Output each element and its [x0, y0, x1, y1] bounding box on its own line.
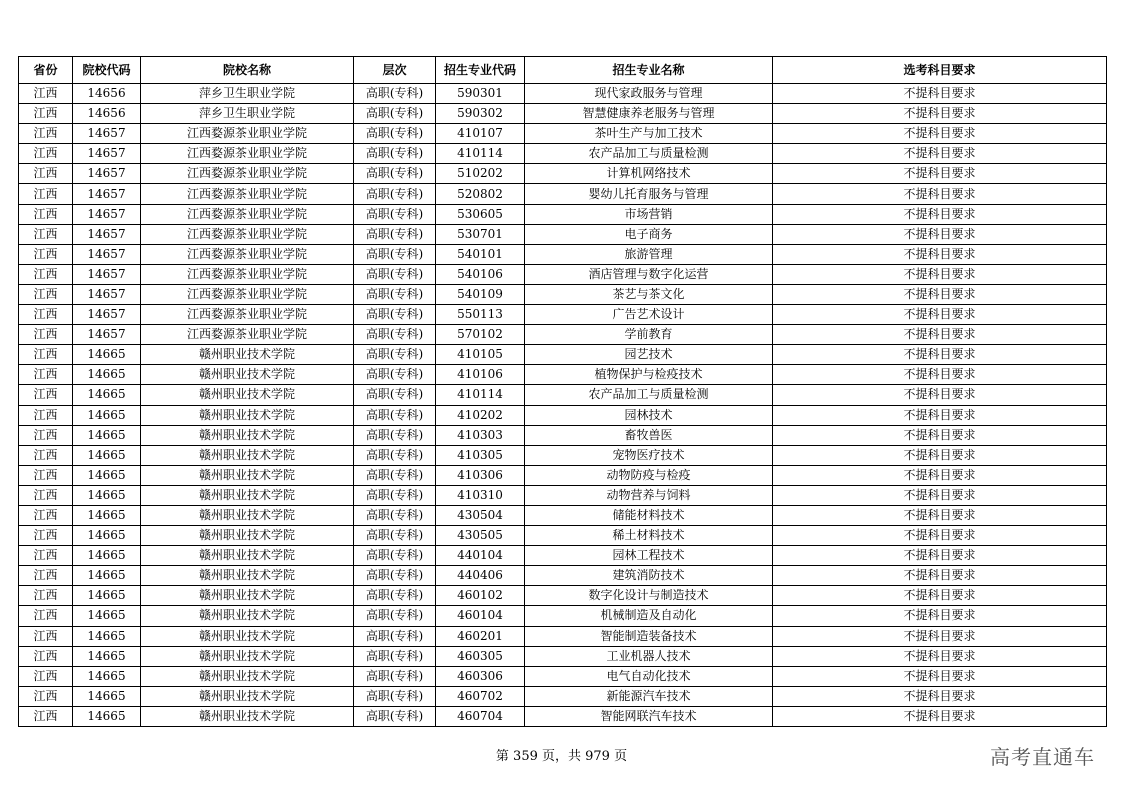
cell-province: 江西: [19, 586, 73, 606]
cell-school-name: 赣州职业技术学院: [141, 485, 354, 505]
cell-level: 高职(专科): [354, 566, 436, 586]
cell-major-name: 现代家政服务与管理: [525, 84, 773, 104]
cell-major-code: 460305: [436, 646, 525, 666]
cell-level: 高职(专科): [354, 425, 436, 445]
table-row: [19, 305, 1107, 325]
page-number: 第 359 页，共 979 页: [495, 749, 628, 764]
table-row: [19, 465, 1107, 485]
cell-subject-requirement: 不提科目要求: [773, 586, 1107, 606]
cell-school-name: 赣州职业技术学院: [141, 465, 354, 485]
cell-school-code: 14665: [73, 365, 141, 385]
cell-school-name: 赣州职业技术学院: [141, 606, 354, 626]
cell-level: 高职(专科): [354, 445, 436, 465]
cell-school-name: 江西婺源茶业职业学院: [141, 284, 354, 304]
cell-level: 高职(专科): [354, 224, 436, 244]
cell-province: 江西: [19, 244, 73, 264]
cell-major-code: 520802: [436, 184, 525, 204]
cell-school-code: 14665: [73, 385, 141, 405]
cell-school-code: 14665: [73, 485, 141, 505]
cell-province: 江西: [19, 405, 73, 425]
cell-school-code: 14657: [73, 305, 141, 325]
cell-subject-requirement: 不提科目要求: [773, 505, 1107, 525]
cell-major-code: 590301: [436, 84, 525, 104]
cell-major-name: 电气自动化技术: [525, 666, 773, 686]
cell-subject-requirement: 不提科目要求: [773, 706, 1107, 726]
cell-level: 高职(专科): [354, 305, 436, 325]
cell-major-code: 590302: [436, 104, 525, 124]
cell-subject-requirement: 不提科目要求: [773, 204, 1107, 224]
cell-major-name: 动物营养与饲料: [525, 485, 773, 505]
cell-major-code: 410305: [436, 445, 525, 465]
cell-school-name: 赣州职业技术学院: [141, 706, 354, 726]
cell-province: 江西: [19, 526, 73, 546]
cell-school-name: 江西婺源茶业职业学院: [141, 305, 354, 325]
cell-level: 高职(专科): [354, 124, 436, 144]
cell-school-code: 14665: [73, 586, 141, 606]
header-major-name: 招生专业名称: [525, 57, 773, 84]
cell-school-name: 赣州职业技术学院: [141, 505, 354, 525]
cell-major-name: 智慧健康养老服务与管理: [525, 104, 773, 124]
cell-subject-requirement: 不提科目要求: [773, 124, 1107, 144]
cell-subject-requirement: 不提科目要求: [773, 164, 1107, 184]
table-row: [19, 686, 1107, 706]
cell-major-code: 440104: [436, 546, 525, 566]
cell-level: 高职(专科): [354, 646, 436, 666]
cell-level: 高职(专科): [354, 284, 436, 304]
cell-major-code: 460104: [436, 606, 525, 626]
cell-school-code: 14665: [73, 405, 141, 425]
admission-table: [18, 56, 1107, 727]
table-row: [19, 405, 1107, 425]
cell-province: 江西: [19, 305, 73, 325]
cell-school-name: 江西婺源茶业职业学院: [141, 224, 354, 244]
cell-school-name: 赣州职业技术学院: [141, 425, 354, 445]
cell-school-code: 14656: [73, 104, 141, 124]
cell-subject-requirement: 不提科目要求: [773, 305, 1107, 325]
cell-province: 江西: [19, 144, 73, 164]
cell-school-code: 14657: [73, 204, 141, 224]
cell-school-code: 14657: [73, 264, 141, 284]
cell-school-code: 14656: [73, 84, 141, 104]
cell-level: 高职(专科): [354, 184, 436, 204]
cell-school-name: 江西婺源茶业职业学院: [141, 124, 354, 144]
cell-level: 高职(专科): [354, 365, 436, 385]
cell-school-code: 14665: [73, 686, 141, 706]
cell-major-code: 540101: [436, 244, 525, 264]
cell-school-code: 14665: [73, 546, 141, 566]
cell-major-code: 540106: [436, 264, 525, 284]
table-row: [19, 566, 1107, 586]
cell-subject-requirement: 不提科目要求: [773, 485, 1107, 505]
cell-level: 高职(专科): [354, 505, 436, 525]
table-row: [19, 485, 1107, 505]
cell-school-name: 赣州职业技术学院: [141, 365, 354, 385]
cell-level: 高职(专科): [354, 586, 436, 606]
cell-major-code: 430505: [436, 526, 525, 546]
cell-major-name: 稀土材料技术: [525, 526, 773, 546]
cell-level: 高职(专科): [354, 626, 436, 646]
cell-province: 江西: [19, 465, 73, 485]
cell-school-name: 赣州职业技术学院: [141, 666, 354, 686]
table-row: [19, 284, 1107, 304]
cell-level: 高职(专科): [354, 546, 436, 566]
cell-major-code: 460201: [436, 626, 525, 646]
cell-level: 高职(专科): [354, 164, 436, 184]
cell-subject-requirement: 不提科目要求: [773, 104, 1107, 124]
cell-province: 江西: [19, 204, 73, 224]
cell-subject-requirement: 不提科目要求: [773, 526, 1107, 546]
cell-major-name: 工业机器人技术: [525, 646, 773, 666]
watermark-logo: 高考直通车: [990, 745, 1095, 769]
cell-level: 高职(专科): [354, 345, 436, 365]
cell-school-code: 14665: [73, 345, 141, 365]
cell-major-name: 农产品加工与质量检测: [525, 385, 773, 405]
cell-province: 江西: [19, 606, 73, 626]
cell-major-code: 550113: [436, 305, 525, 325]
cell-subject-requirement: 不提科目要求: [773, 264, 1107, 284]
cell-major-name: 智能网联汽车技术: [525, 706, 773, 726]
cell-province: 江西: [19, 124, 73, 144]
cell-subject-requirement: 不提科目要求: [773, 325, 1107, 345]
cell-province: 江西: [19, 184, 73, 204]
cell-province: 江西: [19, 84, 73, 104]
table-row: [19, 365, 1107, 385]
cell-level: 高职(专科): [354, 686, 436, 706]
cell-school-code: 14657: [73, 124, 141, 144]
cell-subject-requirement: 不提科目要求: [773, 626, 1107, 646]
cell-subject-requirement: 不提科目要求: [773, 646, 1107, 666]
cell-school-name: 江西婺源茶业职业学院: [141, 184, 354, 204]
cell-major-code: 540109: [436, 284, 525, 304]
cell-school-code: 14657: [73, 325, 141, 345]
cell-level: 高职(专科): [354, 606, 436, 626]
table-row: [19, 706, 1107, 726]
cell-level: 高职(专科): [354, 104, 436, 124]
cell-subject-requirement: 不提科目要求: [773, 244, 1107, 264]
cell-subject-requirement: 不提科目要求: [773, 425, 1107, 445]
cell-level: 高职(专科): [354, 666, 436, 686]
table-row: [19, 505, 1107, 525]
cell-major-code: 460704: [436, 706, 525, 726]
cell-province: 江西: [19, 445, 73, 465]
cell-major-code: 410114: [436, 144, 525, 164]
cell-major-name: 电子商务: [525, 224, 773, 244]
cell-school-name: 赣州职业技术学院: [141, 385, 354, 405]
cell-major-code: 530605: [436, 204, 525, 224]
cell-school-code: 14665: [73, 566, 141, 586]
cell-province: 江西: [19, 325, 73, 345]
cell-major-code: 410202: [436, 405, 525, 425]
cell-major-code: 530701: [436, 224, 525, 244]
cell-subject-requirement: 不提科目要求: [773, 84, 1107, 104]
cell-subject-requirement: 不提科目要求: [773, 224, 1107, 244]
cell-major-code: 440406: [436, 566, 525, 586]
cell-province: 江西: [19, 686, 73, 706]
cell-school-code: 14665: [73, 646, 141, 666]
cell-level: 高职(专科): [354, 325, 436, 345]
cell-major-name: 计算机网络技术: [525, 164, 773, 184]
cell-school-name: 赣州职业技术学院: [141, 546, 354, 566]
cell-major-name: 园林技术: [525, 405, 773, 425]
cell-major-code: 460702: [436, 686, 525, 706]
cell-school-name: 萍乡卫生职业学院: [141, 84, 354, 104]
cell-major-code: 410310: [436, 485, 525, 505]
cell-school-code: 14665: [73, 706, 141, 726]
cell-school-code: 14665: [73, 626, 141, 646]
cell-level: 高职(专科): [354, 204, 436, 224]
table-row: [19, 445, 1107, 465]
cell-subject-requirement: 不提科目要求: [773, 365, 1107, 385]
cell-subject-requirement: 不提科目要求: [773, 686, 1107, 706]
cell-subject-requirement: 不提科目要求: [773, 284, 1107, 304]
cell-subject-requirement: 不提科目要求: [773, 184, 1107, 204]
cell-school-name: 赣州职业技术学院: [141, 586, 354, 606]
header-province: 省份: [19, 57, 73, 84]
table-row: [19, 164, 1107, 184]
cell-school-name: 江西婺源茶业职业学院: [141, 164, 354, 184]
cell-school-code: 14657: [73, 224, 141, 244]
cell-school-name: 赣州职业技术学院: [141, 686, 354, 706]
cell-province: 江西: [19, 626, 73, 646]
cell-major-code: 410105: [436, 345, 525, 365]
cell-school-name: 江西婺源茶业职业学院: [141, 144, 354, 164]
cell-major-name: 茶艺与茶文化: [525, 284, 773, 304]
cell-province: 江西: [19, 385, 73, 405]
cell-major-name: 酒店管理与数字化运营: [525, 264, 773, 284]
cell-level: 高职(专科): [354, 385, 436, 405]
cell-school-name: 江西婺源茶业职业学院: [141, 325, 354, 345]
cell-school-name: 赣州职业技术学院: [141, 405, 354, 425]
cell-school-name: 赣州职业技术学院: [141, 566, 354, 586]
cell-major-code: 410114: [436, 385, 525, 405]
cell-subject-requirement: 不提科目要求: [773, 666, 1107, 686]
table-row: [19, 184, 1107, 204]
table-row: [19, 244, 1107, 264]
cell-level: 高职(专科): [354, 706, 436, 726]
table-row: [19, 526, 1107, 546]
cell-major-name: 数字化设计与制造技术: [525, 586, 773, 606]
cell-school-name: 江西婺源茶业职业学院: [141, 244, 354, 264]
cell-school-name: 赣州职业技术学院: [141, 646, 354, 666]
table-row: [19, 646, 1107, 666]
cell-province: 江西: [19, 224, 73, 244]
cell-school-name: 江西婺源茶业职业学院: [141, 264, 354, 284]
table-row: [19, 124, 1107, 144]
cell-major-code: 460102: [436, 586, 525, 606]
cell-level: 高职(专科): [354, 244, 436, 264]
cell-province: 江西: [19, 104, 73, 124]
cell-level: 高职(专科): [354, 485, 436, 505]
cell-school-code: 14657: [73, 164, 141, 184]
cell-province: 江西: [19, 505, 73, 525]
cell-province: 江西: [19, 706, 73, 726]
cell-major-name: 农产品加工与质量检测: [525, 144, 773, 164]
cell-province: 江西: [19, 365, 73, 385]
table-row: [19, 546, 1107, 566]
cell-school-name: 赣州职业技术学院: [141, 345, 354, 365]
cell-subject-requirement: 不提科目要求: [773, 345, 1107, 365]
cell-school-name: 萍乡卫生职业学院: [141, 104, 354, 124]
cell-school-code: 14665: [73, 445, 141, 465]
cell-subject-requirement: 不提科目要求: [773, 385, 1107, 405]
cell-level: 高职(专科): [354, 405, 436, 425]
cell-province: 江西: [19, 345, 73, 365]
cell-province: 江西: [19, 264, 73, 284]
cell-major-name: 旅游管理: [525, 244, 773, 264]
table-row: [19, 626, 1107, 646]
table-row: [19, 345, 1107, 365]
cell-subject-requirement: 不提科目要求: [773, 405, 1107, 425]
cell-major-code: 410303: [436, 425, 525, 445]
cell-school-code: 14665: [73, 425, 141, 445]
cell-level: 高职(专科): [354, 465, 436, 485]
cell-subject-requirement: 不提科目要求: [773, 566, 1107, 586]
header-school-name: 院校名称: [141, 57, 354, 84]
cell-school-code: 14657: [73, 144, 141, 164]
table-row: [19, 264, 1107, 284]
cell-school-code: 14657: [73, 184, 141, 204]
table-row: [19, 144, 1107, 164]
header-subject-requirement: 选考科目要求: [773, 57, 1107, 84]
cell-major-name: 园艺技术: [525, 345, 773, 365]
cell-major-code: 460306: [436, 666, 525, 686]
cell-province: 江西: [19, 284, 73, 304]
header-level: 层次: [354, 57, 436, 84]
cell-subject-requirement: 不提科目要求: [773, 144, 1107, 164]
cell-major-name: 园林工程技术: [525, 546, 773, 566]
cell-major-name: 动物防疫与检疫: [525, 465, 773, 485]
cell-major-name: 新能源汽车技术: [525, 686, 773, 706]
cell-province: 江西: [19, 566, 73, 586]
cell-province: 江西: [19, 646, 73, 666]
cell-school-code: 14657: [73, 284, 141, 304]
cell-major-name: 植物保护与检疫技术: [525, 365, 773, 385]
cell-major-code: 430504: [436, 505, 525, 525]
cell-school-code: 14665: [73, 465, 141, 485]
header-major-code: 招生专业代码: [436, 57, 525, 84]
cell-major-name: 宠物医疗技术: [525, 445, 773, 465]
cell-school-name: 赣州职业技术学院: [141, 445, 354, 465]
cell-major-name: 婴幼儿托育服务与管理: [525, 184, 773, 204]
cell-subject-requirement: 不提科目要求: [773, 606, 1107, 626]
cell-school-code: 14665: [73, 526, 141, 546]
cell-major-name: 机械制造及自动化: [525, 606, 773, 626]
header-row: [19, 57, 1107, 84]
cell-province: 江西: [19, 666, 73, 686]
header-school-code: 院校代码: [73, 57, 141, 84]
table-row: [19, 666, 1107, 686]
table-row: [19, 84, 1107, 104]
cell-school-name: 赣州职业技术学院: [141, 626, 354, 646]
cell-level: 高职(专科): [354, 264, 436, 284]
cell-level: 高职(专科): [354, 526, 436, 546]
table-row: [19, 204, 1107, 224]
cell-major-name: 智能制造装备技术: [525, 626, 773, 646]
cell-level: 高职(专科): [354, 144, 436, 164]
cell-major-name: 茶叶生产与加工技术: [525, 124, 773, 144]
cell-major-code: 410106: [436, 365, 525, 385]
cell-subject-requirement: 不提科目要求: [773, 465, 1107, 485]
cell-major-code: 510202: [436, 164, 525, 184]
table-row: [19, 224, 1107, 244]
cell-major-code: 410107: [436, 124, 525, 144]
cell-province: 江西: [19, 546, 73, 566]
cell-province: 江西: [19, 425, 73, 445]
table-row: [19, 586, 1107, 606]
cell-school-code: 14665: [73, 606, 141, 626]
cell-major-code: 570102: [436, 325, 525, 345]
cell-school-code: 14665: [73, 505, 141, 525]
cell-major-name: 广告艺术设计: [525, 305, 773, 325]
cell-major-name: 畜牧兽医: [525, 425, 773, 445]
cell-school-name: 江西婺源茶业职业学院: [141, 204, 354, 224]
cell-subject-requirement: 不提科目要求: [773, 445, 1107, 465]
cell-major-name: 学前教育: [525, 325, 773, 345]
cell-school-code: 14665: [73, 666, 141, 686]
cell-school-name: 赣州职业技术学院: [141, 526, 354, 546]
table-row: [19, 606, 1107, 626]
cell-major-name: 市场营销: [525, 204, 773, 224]
cell-province: 江西: [19, 485, 73, 505]
cell-province: 江西: [19, 164, 73, 184]
table-row: [19, 104, 1107, 124]
table-row: [19, 425, 1107, 445]
cell-major-code: 410306: [436, 465, 525, 485]
table-row: [19, 325, 1107, 345]
cell-school-code: 14657: [73, 244, 141, 264]
cell-level: 高职(专科): [354, 84, 436, 104]
table-body: [19, 84, 1107, 727]
table-row: [19, 385, 1107, 405]
cell-major-name: 建筑消防技术: [525, 566, 773, 586]
cell-subject-requirement: 不提科目要求: [773, 546, 1107, 566]
cell-major-name: 储能材料技术: [525, 505, 773, 525]
